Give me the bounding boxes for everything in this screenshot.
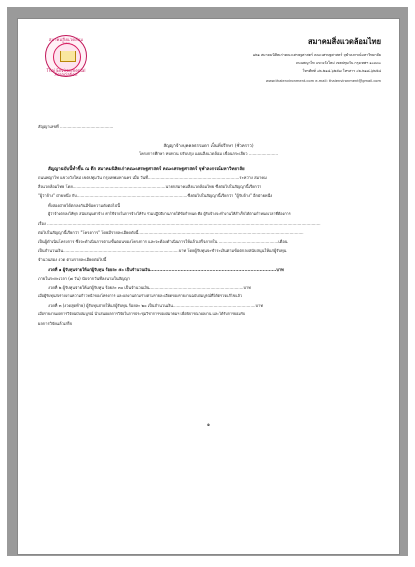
page-shadow-frame <box>7 7 408 556</box>
org-name: สมาคมสิ่งแวดล้อมไทย <box>307 37 381 46</box>
contract-number: สัญญาเลขที่ .......................................... <box>38 124 114 129</box>
body-line-17: เมื่อรายงานผลการวิจัยฉบับสมบูรณ์ นำเสนอผลการวิจัยในการประชุมวิชาการของสมาคมฯ เพื่อพิจารณาผลงาน และได้รับการยอมรับ <box>38 312 246 316</box>
logo-text-bottom: Thai Environmental Association <box>46 68 86 77</box>
contract-subtitle: โครงการศึกษา ทบทวน ปรับปรุง แผนสิ่งแวดล้อม เขื่อนกระเจียว ....................... <box>138 151 279 156</box>
org-web-line <box>266 79 381 83</box>
page-number: ๑ <box>206 422 211 428</box>
contract-title: สัญญาจ้างบุคคลธรรมดา เป็นที่ปรึกษา (ชั่วคราว) <box>163 144 254 149</box>
org-phone-line: โทรศัพท์ ๐๒-๒๑๘-๖๒๕๗ โทรสาร ๐๒-๒๑๘-๖๒๕๘ <box>302 69 381 73</box>
org-address-line-1: ๑๒๑ สมาคมนิสิตเก่าคณะเศรษฐศาสตร์ คณะเศรษฐศาสตร์ จุฬาลงกรณ์มหาวิทยาลัย <box>252 53 381 57</box>
body-line-14: งวดที่ ๒ ผู้รับทุนจ่ายให้แก่ผู้รับทุน ร้อยละ ๓๐ เป็นจำนวนเงิน..........................................................................บาท <box>48 285 251 290</box>
body-line-4: "ผู้ว่าจ้าง" ฝ่ายหนึ่ง กับ.......................................................................................ซึ่งต่อไปในสัญญานี้เรียกว่า "ผู้รับจ้าง" อีกฝ่ายหนึ่ง <box>38 193 273 198</box>
book-icon <box>60 51 76 62</box>
body-line-16: งวดที่ ๓ (งวดสุดท้าย) ผู้รับทุนจ่ายให้แก่ผู้รับทุน ร้อยละ ๒๐ เป็นจำนวนเงิน.................................................................บาท <box>48 303 263 308</box>
org-website: www.thaienvironment.com <box>265 79 315 83</box>
body-line-3: สิ่งแวดล้อมไทย โดย.........................................................................นายกสมาคมสิ่งแวดล้อมไทย ซึ่งต่อไปในสัญญานี้เรียกว่า <box>38 184 262 189</box>
association-logo <box>45 35 87 77</box>
body-line-6: ผู้ว่าจ้างตกลงให้ทุก สนับสนุนค่าจ้าง ค่าใช้จ่ายในการจ้างให้รับ ร่วมปฏิบัติงานภายใต้ข้อกำหนด คือ ผู้รับจ้างจะทำงานให้สำเร็จได้ตามกำหนดเวลาที่ต้องการ <box>48 212 291 216</box>
org-address-line-2: ถนนพญาไท แขวงวังใหม่ เขตปทุมวัน กรุงเทพฯ ๑๐๓๓๐ <box>295 61 381 65</box>
body-line-5: ทั้งสองฝ่ายได้ตกลงกันมีข้อความดังต่อไปนี้ <box>48 203 120 208</box>
body-line-7: เรื่อง ....................................................................................................................................................................................................................... <box>38 221 321 226</box>
logo-text-top: สมาคมสิ่งแวดล้อม <box>48 37 84 42</box>
logo-emblem <box>53 43 81 71</box>
body-line-12: งวดที่ ๑ ผู้รับทุนจ่ายให้แก่ผู้รับทุน ร้อยละ ๕๐ เป็นจำนวนเงิน...................................................................................บาท <box>48 267 284 272</box>
body-line-10: เป็นจำนวนเงิน...........................................................................................บาท โดยผู้รับทุนจะชำระเงินตามข้อตกลงสนับสนุนให้แก่ผู้รับทุน <box>38 248 287 253</box>
org-email: e-mail: thaienvironment@gmail.com <box>315 79 381 83</box>
body-line-15: เมื่อผู้รับทุนส่งรายงานความก้าวหน้าของโครงการ และผลงานตามร่างตามรายละเอียดของรายงานฉบับสมบูรณ์ที่ได้ตรวจแก้ไขแล้ว <box>38 294 242 298</box>
body-line-11: จำนวนสอง งวด ตามรายละเอียดต่อไปนี้ <box>38 257 107 262</box>
body-line-8: ต่อไปในสัญญานี้เรียกว่า "โครงการ" โดยมีรายละเอียดดังนี้.................................................................................................................................. <box>38 230 304 235</box>
document-page <box>17 18 400 555</box>
body-line-18: ผลการวิจัยแล้วเสร็จ <box>38 321 73 326</box>
body-line-13: ภายในระยะเวลา (๗ วัน) นับจากวันที่ลงนามในสัญญา <box>38 276 131 281</box>
body-line-2: ถนนพญาไท แขวงวังใหม่ เขตปทุมวัน กรุงเทพมหานคร เมื่อ วันที่........................................................................ระหว่าง สมาคม <box>38 175 267 180</box>
body-line-9: เป็นผู้ดำเนินโครงการ ซึ่งจะดำเนินการตามขั้นตอนของโครงการ และจะต้องดำเนินการให้แล้วเสร็จภายใน ...............................................เดือน <box>38 239 288 244</box>
body-line-1: สัญญาฉบับนี้ทำขึ้น ณ ตึก สมาคมนิสิตเก่าคณะเศรษฐศาสตร์ คณะเศรษฐศาสตร์ จุฬาลงกรณ์มหาวิทยาลัย <box>48 167 245 172</box>
